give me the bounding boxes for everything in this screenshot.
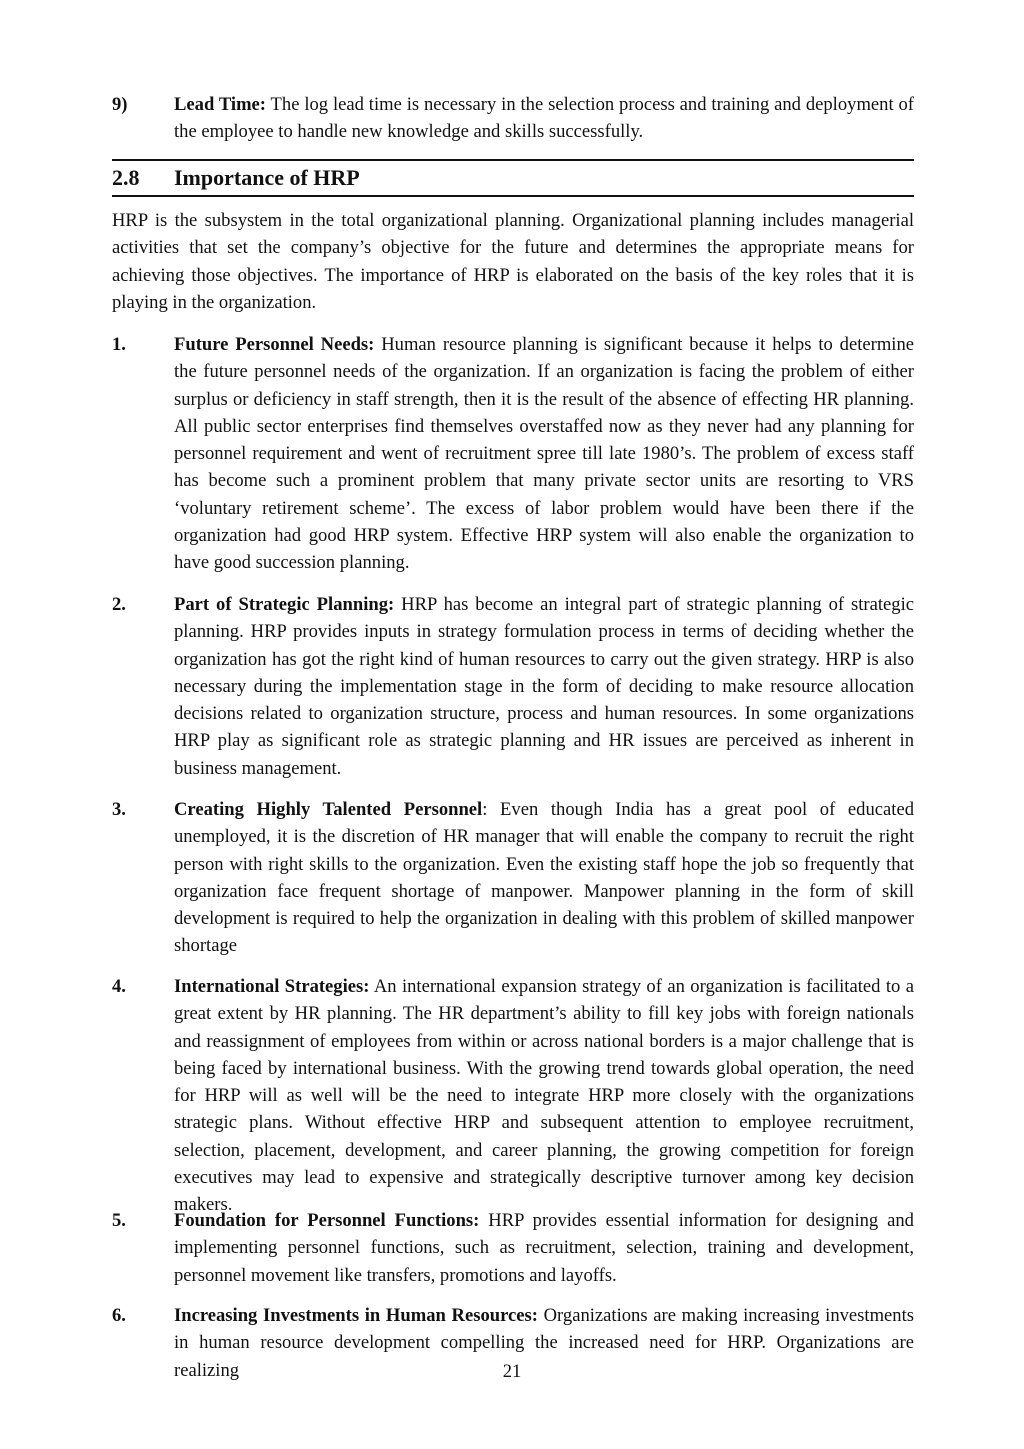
list-item-number: 5.: [112, 1210, 126, 1231]
list-item-international-strategies: [112, 973, 914, 1219]
list-item-number: 9): [112, 94, 128, 115]
section-number: 2.8: [112, 165, 140, 190]
section-title: Importance of HRP: [174, 165, 360, 190]
list-item-number: 6.: [112, 1305, 126, 1326]
list-item-title: Increasing Investments in Human Resources:: [174, 1305, 538, 1326]
list-item-strategic-planning: [112, 591, 914, 782]
intro-paragraph: HRP is the subsystem in the total organizational planning. Organizational planning includes managerial activities that set the company’s objective for the future and determines the appropriate means for achieving those objectives. The importance of HRP is elaborated on the basis of the key roles that it is playing in the organization.: [112, 210, 914, 313]
list-item-number: 1.: [112, 334, 126, 355]
list-item-text: : Even though India has a great pool of educated unemployed, it is the discretion of HR manager that will enable the company to recruit the right person with right skills to the organization. Even the existing staff hope the job so frequently that organization face frequent shortage of manpower. Manpower planning in the form of skill development is required to help the organization in dealing with this problem of skilled manpower shortage: [174, 799, 915, 957]
list-item-talented-personnel: [112, 796, 914, 960]
list-item-body: [174, 796, 914, 960]
list-item-text: An international expansion strategy of an organization is facilitated to a great extent by HR planning. The HR department’s ability to fill key jobs with foreign nationals and reassignment of employees from within or across national borders is a major challenge that is being faced by international business. With the growing trend towards global operation, the need for HRP will as well will be the need to integrate HRP more closely with the organizations strategic plans. Without effective HRP and subsequent attention to employee recruitment, selection, placement, development, and career planning, the growing competition for foreign executives may lead to expensive and strategically descriptive turnover among key decision makers.: [174, 976, 914, 1216]
list-item-title: Foundation for Personnel Functions:: [174, 1210, 480, 1231]
list-item-body: [174, 331, 914, 577]
list-item-body: [174, 91, 914, 146]
list-item-text: Organizations are making increasing investments in human resource development compelling the increased need for HRP. Organizations are realizing: [174, 1305, 914, 1381]
list-item-number: 4.: [112, 976, 126, 997]
list-item-title: Future Personnel Needs:: [174, 334, 375, 355]
list-item-text: Human resource planning is significant because it helps to determine the future personnel needs of the organization. If an organization is facing the problem of either surplus or deficiency in staff strength, then it is the result of the absence of effecting HR planning. All public sector enterprises find themselves overstaffed now as they never had any planning for personnel requirement and went of recruitment spree till late 1980’s. The problem of excess staff has become such a prominent problem that many private sector units are resorting to VRS ‘voluntary retirement scheme’. The excess of labor problem would have been there if the organization had good HRP system. Effective HRP system will also enable the organization to have good succession planning.: [174, 334, 914, 574]
list-item-title: Lead Time:: [174, 94, 266, 115]
list-item-title: International Strategies:: [174, 976, 370, 997]
page-number: 21: [502, 1361, 522, 1382]
list-item-lead-time: [112, 91, 914, 146]
list-item-text: HRP has become an integral part of strategic planning of strategic planning. HRP provides inputs in strategy formulation process in terms of deciding whether the organization has got the right kind of human resources to carry out the given strategy. HRP is also necessary during the implementation stage in the form of deciding to make resource allocation decisions related to organization structure, process and human resources. In some organizations HRP play as significant role as strategic planning and HR issues are perceived as inherent in business management.: [174, 594, 914, 779]
list-item-personnel-functions: [112, 1207, 914, 1289]
list-item-number: 2.: [112, 594, 126, 615]
heading-bottom-rule: [112, 195, 914, 197]
list-item-title: Creating Highly Talented Personnel: [174, 799, 483, 820]
list-item-text: The log lead time is necessary in the selection process and training and deployment of the employee to handle new knowledge and skills successfully.: [174, 94, 914, 143]
list-item-future-personnel-needs: [112, 331, 914, 577]
list-item-body: [174, 1207, 914, 1289]
list-item-body: [174, 973, 914, 1219]
list-item-title: Part of Strategic Planning:: [174, 594, 395, 615]
list-item-text: HRP provides essential information for designing and implementing personnel functions, such as recruitment, selection, training and development, personnel movement like transfers, promotions and layoffs.: [174, 1210, 914, 1286]
heading-top-rule: [112, 159, 914, 161]
list-item-number: 3.: [112, 799, 126, 820]
list-item-body: [174, 591, 914, 782]
